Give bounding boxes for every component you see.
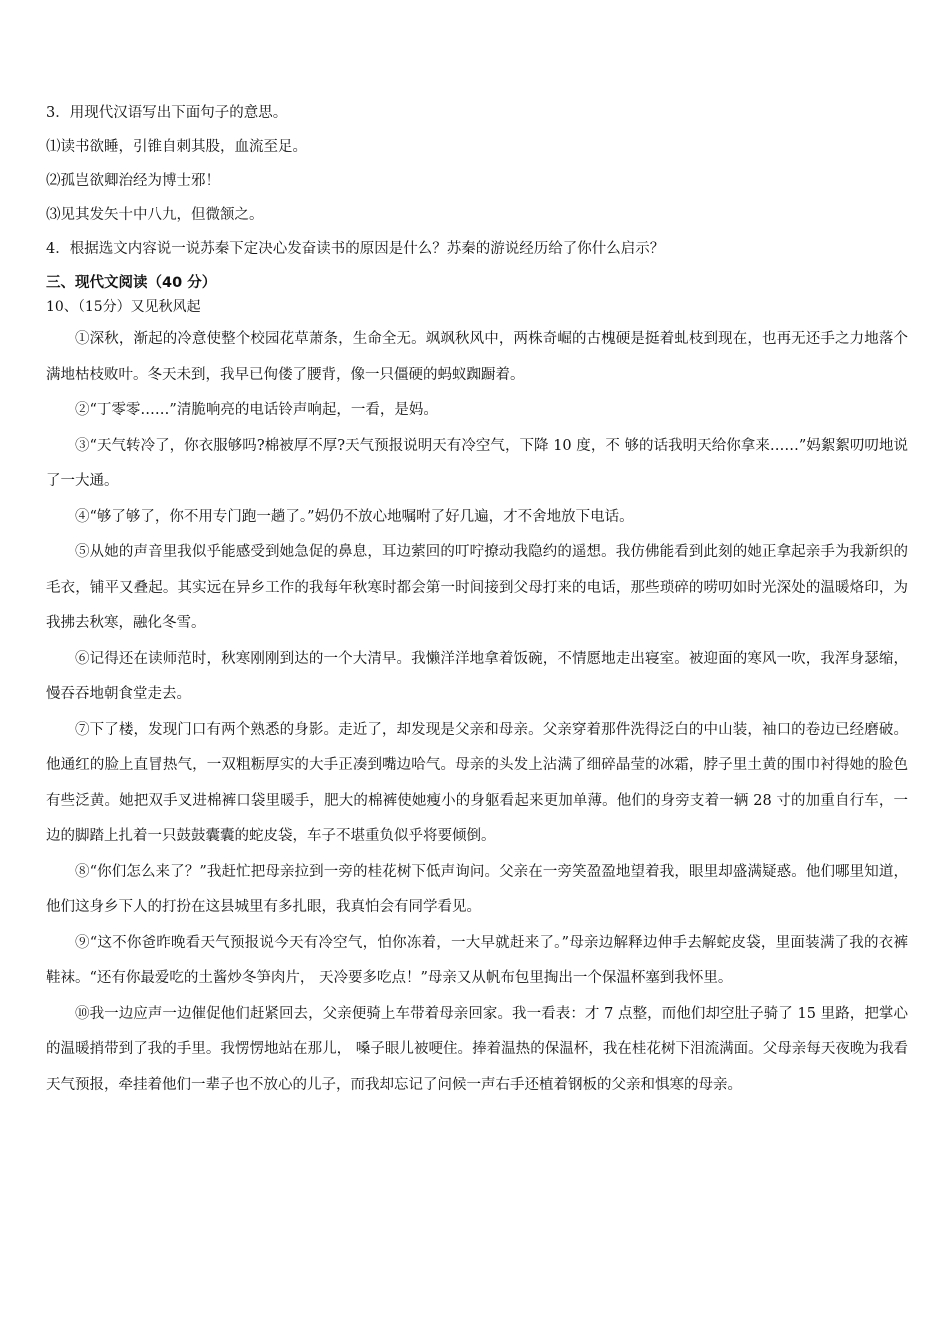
paragraph-2: ②“丁零零……”清脆响亮的电话铃声响起，一看，是妈。 xyxy=(75,402,438,418)
paragraph-5: ⑤从她的声音里我似乎能感受到她急促的鼻息，耳边萦回的叮咛撩动我隐约的遥想。我仿佛能看到此刻的她正拿起亲手为我新织的毛衣，铺平又叠起。其实远在异乡工作的我每年秋寒时都会第一时间接到父母打来的电话，那些琐碎的唠叨如时光深处的温暖烙印，为我拂去秋寒，融化冬雪。 xyxy=(46,544,908,631)
passage-body xyxy=(46,322,908,1103)
passage-title: 10、（15分）又见秋风起 xyxy=(46,299,201,315)
question-3-item-3: ⑶见其发矢十中八九，但微颔之。 xyxy=(46,207,264,223)
paragraph-10: ⑩我一边应声一边催促他们赶紧回去，父亲便骑上车带着母亲回家。我一看表：才 7 点整，而他们却空肚子骑了 15 里路，把掌心的温暖捎带到了我的手里。我愣愣地站在那儿， 嗓子眼儿被哽住。捧着温热的保温杯，我在桂花树下泪流满面。父母亲每天夜晚为我看天气预报，牵挂着他们一辈子也不放心的儿子，而我却忘记了问候一声右手还植着钢板的父亲和惧寒的母亲。 xyxy=(46,1005,908,1093)
paragraph-3: ③“天气转冷了，你衣服够吗?棉被厚不厚?天气预报说明天有冷空气，下降 10 度，不 够的话我明天给你拿来……”妈絮絮叨叨地说了一大通。 xyxy=(46,437,908,489)
paragraph-6: ⑥记得还在读师范时，秋寒刚刚到达的一个大清早。我懒洋洋地拿着饭碗，不情愿地走出寝室。被迎面的寒风一吹，我浑身瑟缩，慢吞吞地朝食堂走去。 xyxy=(46,650,908,702)
question-3: 3．用现代汉语写出下面句子的意思。 xyxy=(46,105,288,121)
question-3-item-1: ⑴读书欲睡，引锥自刺其股，血流至足。 xyxy=(46,139,307,155)
question-3-item-2: ⑵孤岂欲卿治经为博士邪！ xyxy=(46,173,220,189)
paragraph-7: ⑦下了楼，发现门口有两个熟悉的身影。走近了，却发现是父亲和母亲。父亲穿着那件洗得泛白的中山装，袖口的卷边已经磨破。他通红的脸上直冒热气，一双粗粝厚实的大手正凑到嘴边哈气。母亲的头发上沾满了细碎晶莹的冰霜，脖子里土黄的围巾衬得她的脸色有些泛黄。她把双手叉进棉裤口袋里暖手，肥大的棉裤使她瘦小的身躯看起来更加单薄。他们的身旁支着一辆 28 寸的加重自行车，一边的脚踏上扎着一只鼓鼓囊囊的蛇皮袋，车子不堪重负似乎将要倾倒。 xyxy=(46,721,908,844)
document-page xyxy=(46,96,908,1103)
paragraph-8: ⑧“你们怎么来了？”我赶忙把母亲拉到一旁的桂花树下低声询问。父亲在一旁笑盈盈地望着我，眼里却盛满疑惑。他们哪里知道，他们这身乡下人的打扮在这县城里有多扎眼，我真怕会有同学看见。 xyxy=(46,863,908,915)
question-4: 4．根据选文内容说一说苏秦下定决心发奋读书的原因是什么？苏秦的游说经历给了你什么启示？ xyxy=(46,241,665,257)
paragraph-1: ①深秋，渐起的冷意使整个校园花草萧条，生命全无。飒飒秋风中，两株奇崛的古槐硬是挺着虬枝到现在，也再无还手之力地落个满地枯枝败叶。冬天未到，我早已佝偻了腰背，像一只僵硬的蚂蚁踟蹰着。 xyxy=(46,331,908,383)
paragraph-9: ⑨“这不你爸昨晚看天气预报说今天有冷空气，怕你冻着，一大早就赶来了。”母亲边解释边伸手去解蛇皮袋，里面装满了我的衣裤鞋袜。“还有你最爱吃的土酱炒冬笋肉片， 天冷要多吃点！”母亲又从帆布包里掏出一个保温杯塞到我怀里。 xyxy=(46,934,908,986)
paragraph-4: ④“够了够了，你不用专门跑一趟了。”妈仍不放心地嘱咐了好几遍，才不舍地放下电话。 xyxy=(75,508,634,525)
section-heading: 三、现代文阅读（40 分） xyxy=(46,275,217,291)
